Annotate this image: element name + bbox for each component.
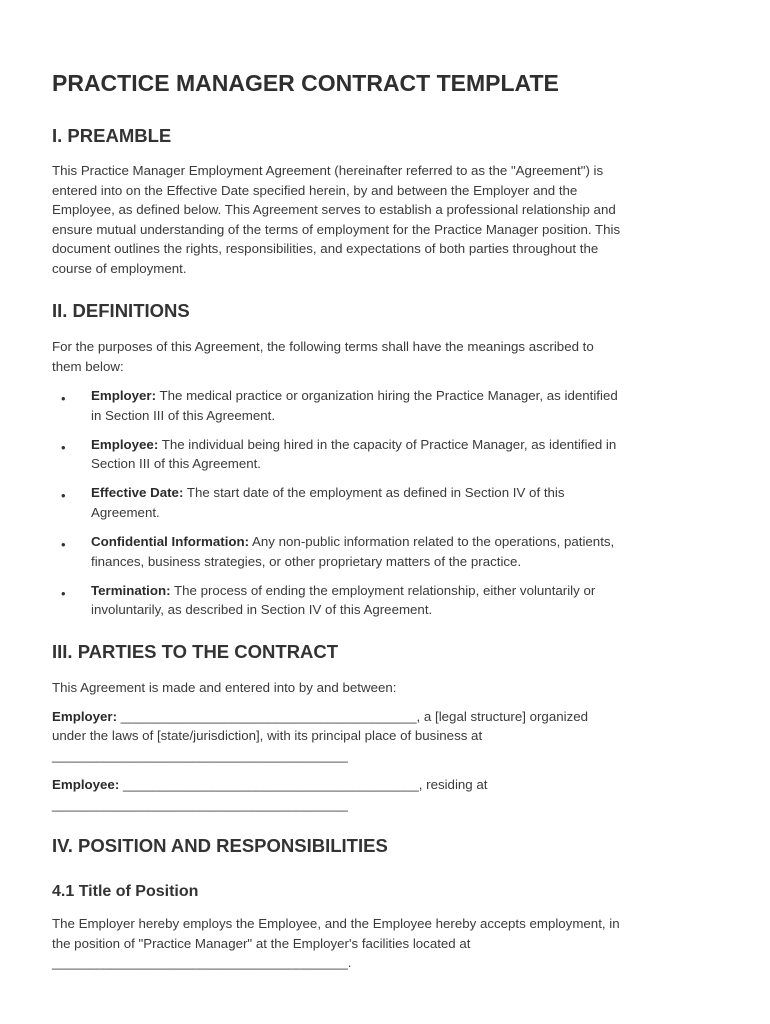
employer-block: [52, 707, 718, 766]
position-line: ________________________________________.: [52, 955, 352, 971]
definition-item-effective-date: [52, 483, 718, 522]
definition-text: involuntarily, as described in Section IV of this Agreement.: [91, 602, 433, 618]
definition-text: Any non-public information related to the operations, patients,: [249, 533, 615, 549]
preamble-section: [52, 125, 718, 279]
preamble-line: document outlines the rights, responsibilities, and expectations of both parties throughout the: [52, 241, 599, 257]
position-section: [52, 835, 718, 973]
employer-jurisdiction-line: under the laws of [state/jurisdiction], with its principal place of business at: [52, 728, 483, 744]
parties-heading: III. PARTIES TO THE CONTRACT: [52, 641, 339, 662]
bullet-icon: •: [61, 585, 66, 601]
definition-term: Effective Date:: [91, 485, 184, 501]
definitions-intro-line: For the purposes of this Agreement, the following terms shall have the meanings ascribed to: [52, 339, 594, 354]
definition-text: The medical practice or organization hiring the Practice Manager, as identified: [156, 388, 618, 404]
preamble-line: ensure mutual understanding of the terms of employment for the Practice Manager position. This: [52, 221, 621, 237]
preamble-paragraph: [52, 161, 718, 279]
definitions-section: [52, 300, 718, 629]
position-line: The Employer hereby employs the Employee, and the Employee hereby accepts employment, in: [52, 916, 620, 931]
definition-term: Employer:: [91, 388, 157, 404]
employee-block: [52, 775, 718, 814]
definition-text: Section III of this Agreement.: [91, 456, 261, 472]
definition-text: The individual being hired in the capacity of Practice Manager, as identified in: [158, 436, 617, 452]
employee-name-blank: ________________________________________, residing at: [119, 777, 488, 793]
position-heading: IV. POSITION AND RESPONSIBILITIES: [52, 835, 388, 856]
preamble-line: entered into on the Effective Date specified herein, by and between the Employer and the: [52, 182, 578, 198]
definition-term: Termination:: [91, 582, 171, 598]
bullet-icon: •: [61, 391, 66, 407]
definition-term: Confidential Information:: [91, 533, 250, 549]
definition-item-employer: [52, 386, 718, 425]
employer-address-blank: ________________________________________: [52, 747, 348, 763]
employee-address-blank: ________________________________________: [52, 796, 348, 812]
definitions-heading: II. DEFINITIONS: [52, 300, 190, 321]
definition-text: finances, business strategies, or other proprietary matters of the practice.: [91, 553, 522, 569]
definitions-list: [52, 386, 718, 620]
preamble-line: Employee, as defined below. This Agreement serves to establish a professional relationship and: [52, 202, 616, 218]
position-subheading: 4.1 Title of Position: [52, 883, 199, 900]
definition-term: Employee:: [91, 436, 159, 452]
parties-section: [52, 641, 718, 815]
bullet-icon: •: [61, 536, 66, 552]
definition-text: The start date of the employment as defined in Section IV of this: [183, 485, 565, 501]
preamble-line: This Practice Manager Employment Agreement (hereinafter referred to as the "Agreement") is: [52, 163, 604, 178]
definitions-intro-line: them below:: [52, 358, 124, 374]
position-line: the position of "Practice Manager" at the Employer's facilities located at: [52, 935, 471, 951]
parties-intro: This Agreement is made and entered into by and between:: [52, 680, 397, 695]
definition-item-confidential-information: [52, 532, 718, 571]
definition-text: in Section III of this Agreement.: [91, 407, 276, 423]
bullet-icon: •: [61, 439, 66, 455]
document-title: PRACTICE MANAGER CONTRACT TEMPLATE: [52, 70, 559, 96]
definition-item-termination: [52, 581, 718, 620]
employee-label: Employee:: [52, 777, 120, 793]
preamble-heading: I. PREAMBLE: [52, 125, 172, 146]
definition-text: The process of ending the employment relationship, either voluntarily or: [170, 582, 596, 598]
definitions-intro: [52, 337, 718, 376]
position-paragraph: [52, 914, 718, 973]
bullet-icon: •: [61, 488, 66, 504]
definition-text: Agreement.: [91, 504, 160, 520]
definition-item-employee: [52, 435, 718, 474]
preamble-line: course of employment.: [52, 260, 187, 276]
employer-name-blank: ________________________________________, a [legal structure] organized: [117, 708, 589, 724]
employer-label: Employer:: [52, 708, 118, 724]
